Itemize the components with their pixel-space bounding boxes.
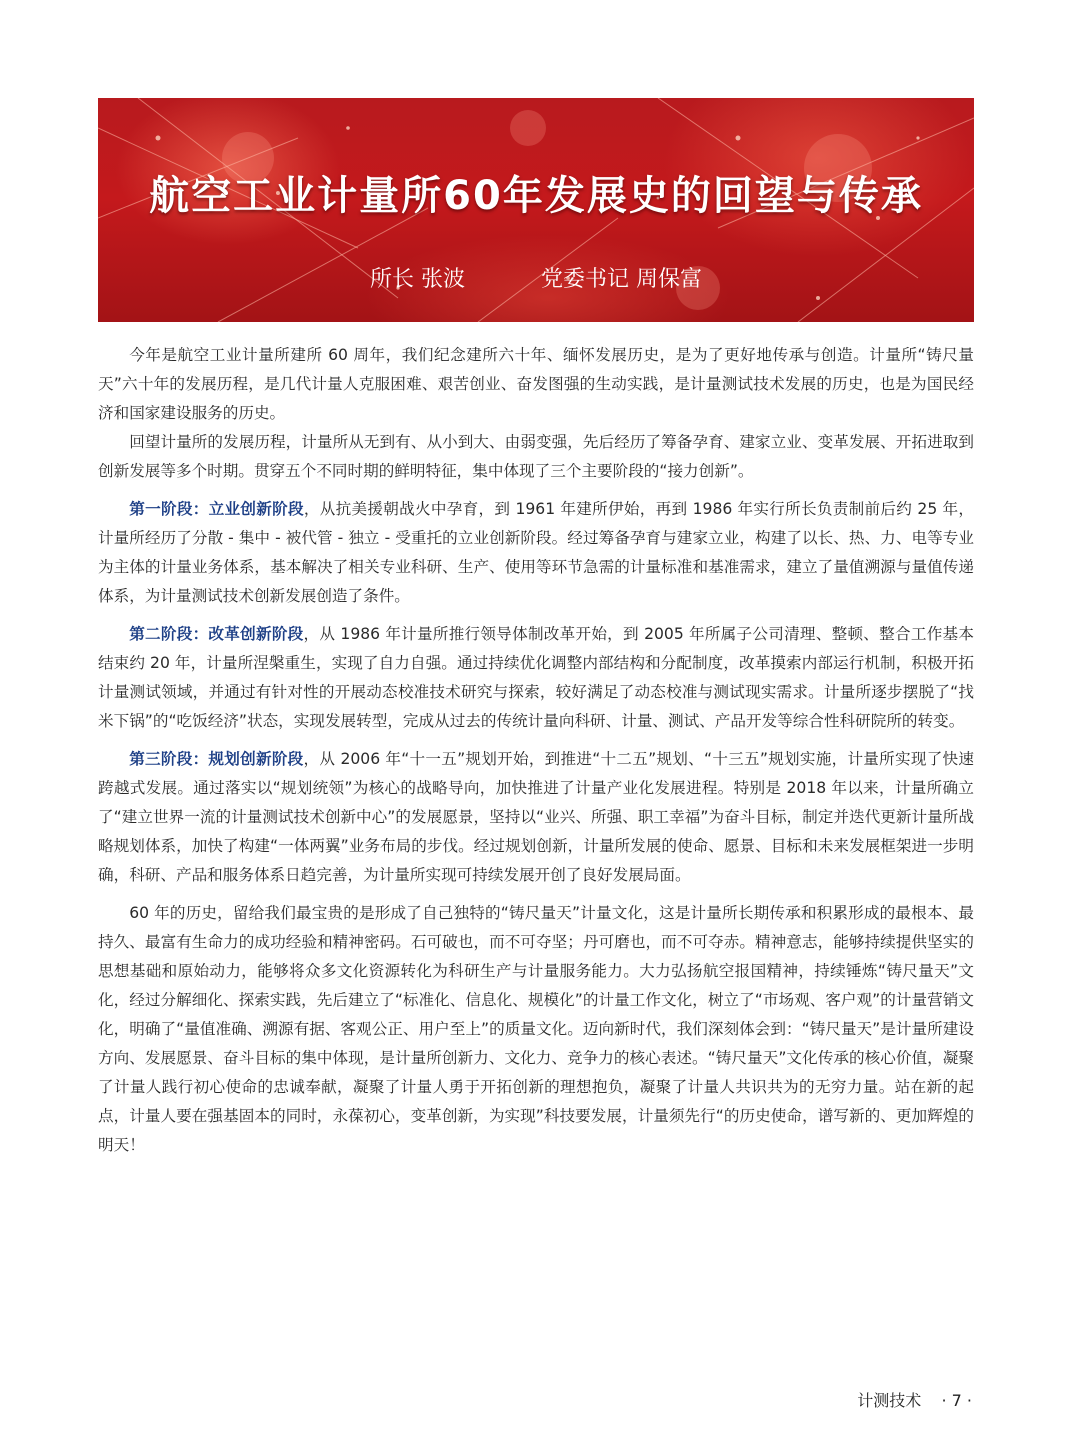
- stage-1-title: 第一阶段：立业创新阶段: [129, 500, 304, 518]
- article-authors: [98, 262, 974, 293]
- paragraph-stage-2: 第二阶段：改革创新阶段，从 1986 年计量所推行领导体制改革开始，到 2005 年所属子公司清理、整顿、整合工作基本结束约 20 年，计量所涅槃重生，实现了自力自强。通过持续优化调整内部结构和分配制度，改革摸索内部运行机制，积极开拓计量测试领域，并通过有针对性的开展动态校准技术研究与探索，较好满足了动态校准与测试现实需求。计量所逐步摆脱了“找米下锅”的“吃饭经济”状态，实现发展转型，完成从过去的传统计量向科研、计量、测试、产品开发等综合性科研院所的转变。: [98, 625, 974, 730]
- paragraph-intro: 今年是航空工业计量所建所 60 周年，我们纪念建所六十年、缅怀发展历史，是为了更好地传承与创造。计量所“铸尺量天”六十年的发展历程，是几代计量人克服困难、艰苦创业、奋发图强的生动实践，是计量测试技术发展的历史，也是为国民经济和国家建设服务的历史。: [98, 346, 974, 422]
- paragraph-culture: 60 年的历史，留给我们最宝贵的是形成了自己独特的“铸尺量天”计量文化，这是计量所长期传承和积累形成的最根本、最持久、最富有生命力的成功经验和精神密码。石可破也，而不可夺坚；丹可磨也，而不可夺赤。精神意志，能够持续提供坚实的思想基础和原始动力，能够将众多文化资源转化为科研生产与计量服务能力。大力弘扬航空报国精神，持续锤炼“铸尺量天”文化，经过分解细化、探索实践，先后建立了“标准化、信息化、规模化”的计量工作文化，树立了“市场观、客户观”的计量营销文化，明确了“量值准确、溯源有据、客观公正、用户至上”的质量文化。迈向新时代，我们深刻体会到：“铸尺量天”是计量所建设方向、发展愿景、奋斗目标的集中体现，是计量所创新力、文化力、竞争力的核心表述。“铸尺量天”文化传承的核心价值，凝聚了计量人践行初心使命的忠诚奉献，凝聚了计量人勇于开拓创新的理想抱负，凝聚了计量人共识共为的无穷力量。站在新的起点，计量人要在强基固本的同时，永葆初心，变革创新，为实现”科技要发展，计量须先行“的历史使命，谱写新的、更加辉煌的明天！: [98, 904, 974, 1154]
- stage-2-title: 第二阶段：改革创新阶段: [129, 625, 304, 643]
- page-number: · 7 ·: [941, 1391, 972, 1410]
- page-footer: [857, 1388, 972, 1411]
- article-title: 航空工业计量所60年发展史的回望与传承: [149, 173, 923, 219]
- author-director: 所长 张波: [370, 267, 465, 292]
- paragraph-stage-3: 第三阶段：规划创新阶段，从 2006 年“十一五”规划开始，到推进“十二五”规划、“十三五”规划实施，计量所实现了快速跨越式发展。通过落实以“规划统领”为核心的战略导向，加快推进了计量产业化发展进程。特别是 2018 年以来，计量所确立了“建立世界一流的计量测试技术创新中心”的发展愿景，坚持以“业兴、所强、职工幸福”为奋斗目标，制定并迭代更新计量所战略规划体系，加快了构建“一体两翼”业务布局的步伐。经过规划创新，计量所发展的使命、愿景、目标和未来发展框架进一步明确，科研、产品和服务体系日趋完善，为计量所实现可持续发展开创了良好发展局面。: [98, 750, 974, 884]
- journal-name: 计测技术: [857, 1391, 922, 1410]
- paragraph-stage-1: 第一阶段：立业创新阶段，从抗美援朝战火中孕育，到 1961 年建所伊始，再到 1986 年实行所长负责制前后约 25 年，计量所经历了分散 - 集中 - 被代管 - 独立 - 受重托的立业创新阶段。经过筹备孕育与建家立业，构建了以长、热、力、电等专业为主体的计量业务体系，基本解决了相关专业科研、生产、使用等环节急需的计量标准和基准需求，建立了量值溯源与量值传递体系，为计量测试技术创新发展创造了条件。: [98, 500, 974, 605]
- stage-3-title: 第三阶段：规划创新阶段: [129, 750, 304, 768]
- header-banner: [98, 98, 974, 322]
- author-party-secretary: 党委书记 周保富: [541, 267, 702, 292]
- paragraph-overview: 回望计量所的发展历程，计量所从无到有、从小到大、由弱变强，先后经历了筹备孕育、建家立业、变革发展、开拓进取到创新发展等多个时期。贯穿五个不同时期的鲜明特征，集中体现了三个主要阶段的“接力创新”。: [98, 433, 974, 480]
- article-body: [98, 341, 974, 1160]
